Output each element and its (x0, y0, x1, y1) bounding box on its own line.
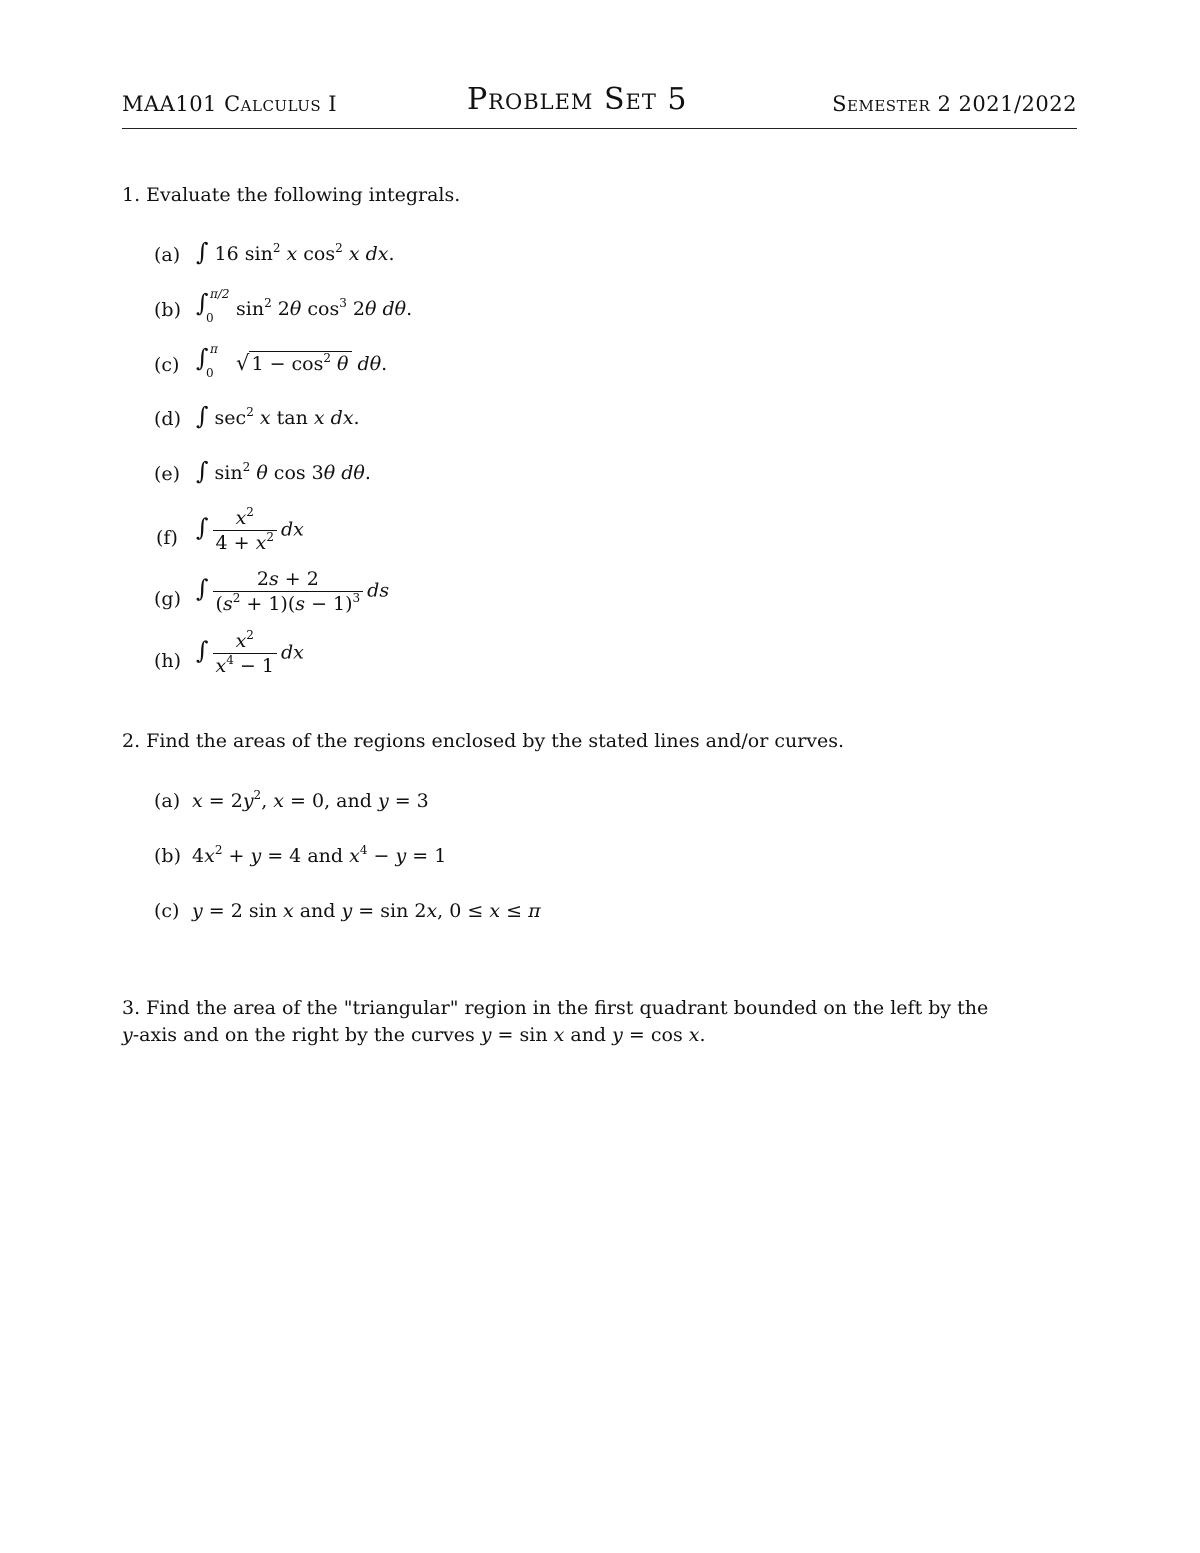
q1-expression-a: ∫ 16 $\sin^2 x$ $\cos^2 x$ dx. (196, 238, 395, 266)
q1-expression-b: ∫ π/2 0 $\sin^2 2\theta$ $\cos^3 2\theta$ dθ. (196, 287, 413, 325)
course-title: MAA101 Calculus I (122, 92, 338, 116)
q1-expression-f: ∫ $\frac{x^2}{4 + x^2}$ dx (196, 505, 304, 554)
q2-label-c: (c) (154, 900, 180, 922)
q1-label-g: (g) (154, 588, 181, 610)
q1-label-e: (e) (154, 463, 181, 485)
question-1-prompt: 1. Evaluate the following integrals. (122, 184, 461, 206)
q1-label-h: (h) (154, 650, 182, 672)
q1-label-c: (c) (154, 354, 180, 376)
q1-expression-c: ∫ π 0 √ $1 - \cos^2 \theta$ dθ. (196, 342, 388, 380)
q2-and-c: and (299, 900, 336, 922)
q2-label-a: (a) (154, 790, 181, 812)
question-3-text: 3. Find the area of the "triangular" region in the first quadrant bounded on the left by the y-axis and on the right by the curves y = sin x and y = cos x. (122, 997, 989, 1046)
q2-expression-b: $4x^2 + y = 4$ and $x^4 - y = 1$ (192, 843, 447, 867)
q1-label-d: (d) (154, 408, 181, 430)
q3-line-2-and: and (564, 1024, 613, 1046)
page-header (122, 82, 1077, 129)
q1-expression-e: ∫ $\sin^2 \theta$ cos 3θ dθ. (196, 457, 371, 485)
question-2-prompt: 2. Find the areas of the regions enclosed by the stated lines and/or curves. (122, 730, 845, 752)
q1-expression-g: ∫ $\frac{2s + 2}{(s^2 + 1)(s - 1)^3}$ ds (196, 568, 390, 615)
q3-line-1: 3. Find the area of the "triangular" region in the first quadrant bounded on the left by the (122, 997, 989, 1019)
q1-expression-d: ∫ $\sec^2 x$ tan x dx. (196, 402, 360, 430)
q3-line-2-pre: -axis and on the right by the curves (132, 1024, 481, 1046)
q2-and-a: and (336, 790, 372, 812)
document-title: Problem Set 5 (467, 82, 688, 117)
q2-expression-a: $x = 2y^2$, x = 0, and y = 3 (192, 788, 429, 812)
semester-label: Semester 2 2021/2022 (832, 92, 1077, 116)
q1-label-b: (b) (154, 299, 181, 321)
q1-label-a: (a) (154, 244, 181, 266)
q2-label-b: (b) (154, 845, 181, 867)
q2-and-b: and (307, 845, 344, 867)
q1-expression-h: ∫ $\frac{x^2}{x^4 - 1}$ dx (196, 628, 304, 677)
q1-label-f: (f) (156, 527, 178, 549)
q2-expression-c: y = 2 sin x and y = sin 2x, 0 ≤ x ≤ π (192, 900, 541, 922)
